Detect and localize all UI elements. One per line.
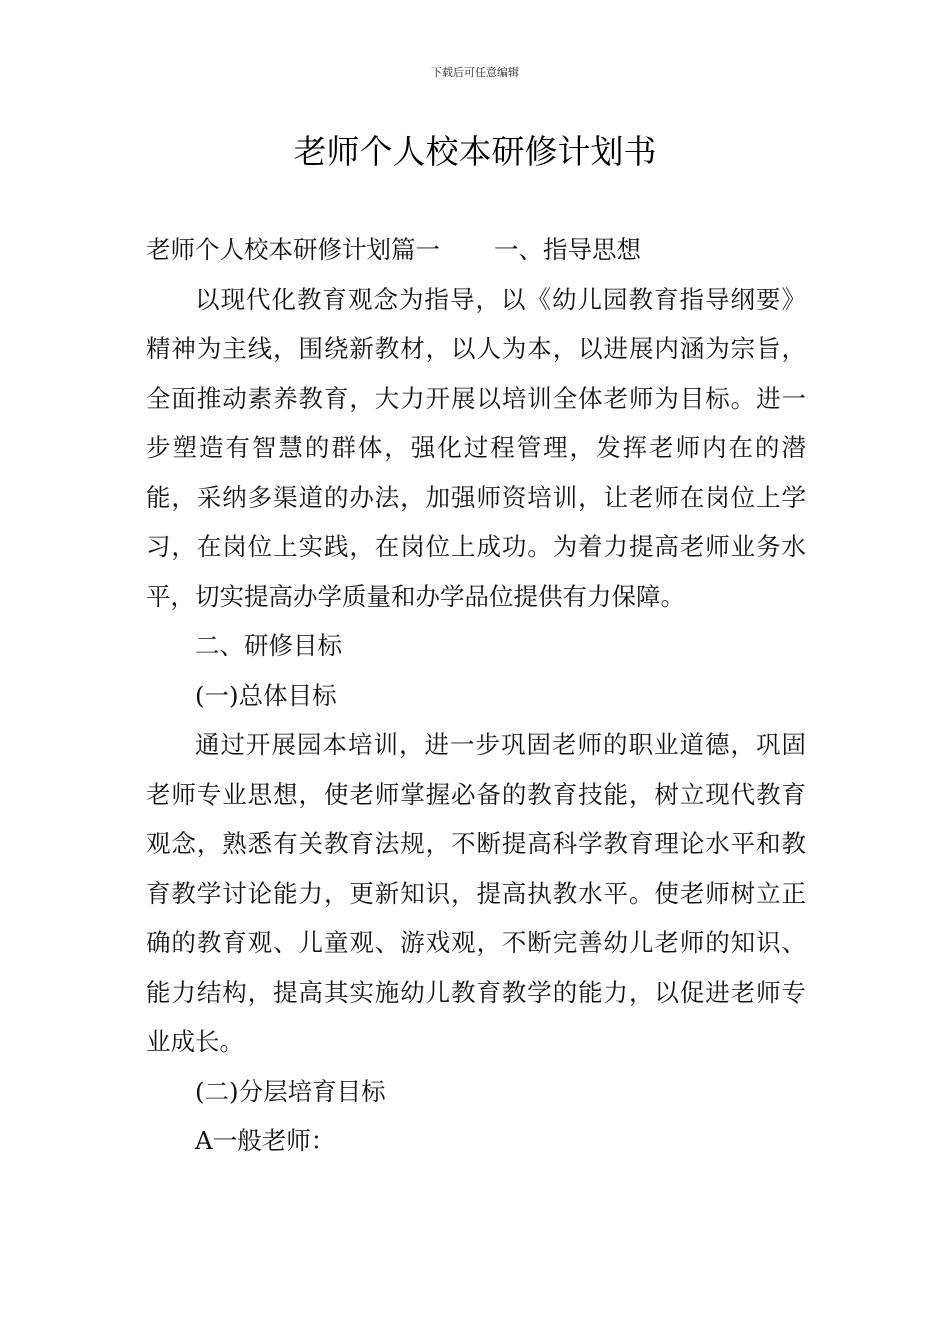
subsection-heading-overall-goal: (一)总体目标 xyxy=(195,680,337,710)
subsection-heading-tiered-goal: (二)分层培育目标 xyxy=(195,1076,386,1106)
section-heading-1: 一、指导思想 xyxy=(494,235,641,264)
intro-line xyxy=(146,225,806,275)
section-heading-2: 二、研修目标 xyxy=(195,631,342,660)
header-note: 下载后可任意编辑 xyxy=(431,66,519,79)
part-title: 老师个人校本研修计划篇一 xyxy=(146,235,440,264)
paragraph-guiding-ideology: 以现代化教育观念为指导，以《幼儿园教育指导纲要》精神为主线，围绕新教材，以人为本，以进展内涵为宗旨，全面推动素养教育，大力开展以培训全体老师为目标。进一步塑造有智慧的群体，强化过程管理，发挥老师内在的潜能，采纳多渠道的办法，加强师资培训，让老师在岗位上学习，在岗位上实践，在岗位上成功。为着力提高老师业务水平，切实提高办学质量和办学品位提供有力保障。 xyxy=(146,284,806,611)
paragraph-general-teachers: A一般老师： xyxy=(195,1126,336,1155)
paragraph-overall-goal: 通过开展园本培训，进一步巩固老师的职业道德，巩固老师专业思想，使老师掌握必备的教育技能，树立现代教育观念，熟悉有关教育法规，不断提高科学教育理论水平和教育教学讨论能力，更新知识，提高执教水平。使老师树立正确的教育观、儿童观、游戏观，不断完善幼儿老师的知识、能力结构，提高其实施幼儿教育教学的能力，以促进老师专业成长。 xyxy=(146,730,806,1056)
document-body xyxy=(146,225,806,1166)
document-title: 老师个人校本研修计划书 xyxy=(293,132,657,171)
